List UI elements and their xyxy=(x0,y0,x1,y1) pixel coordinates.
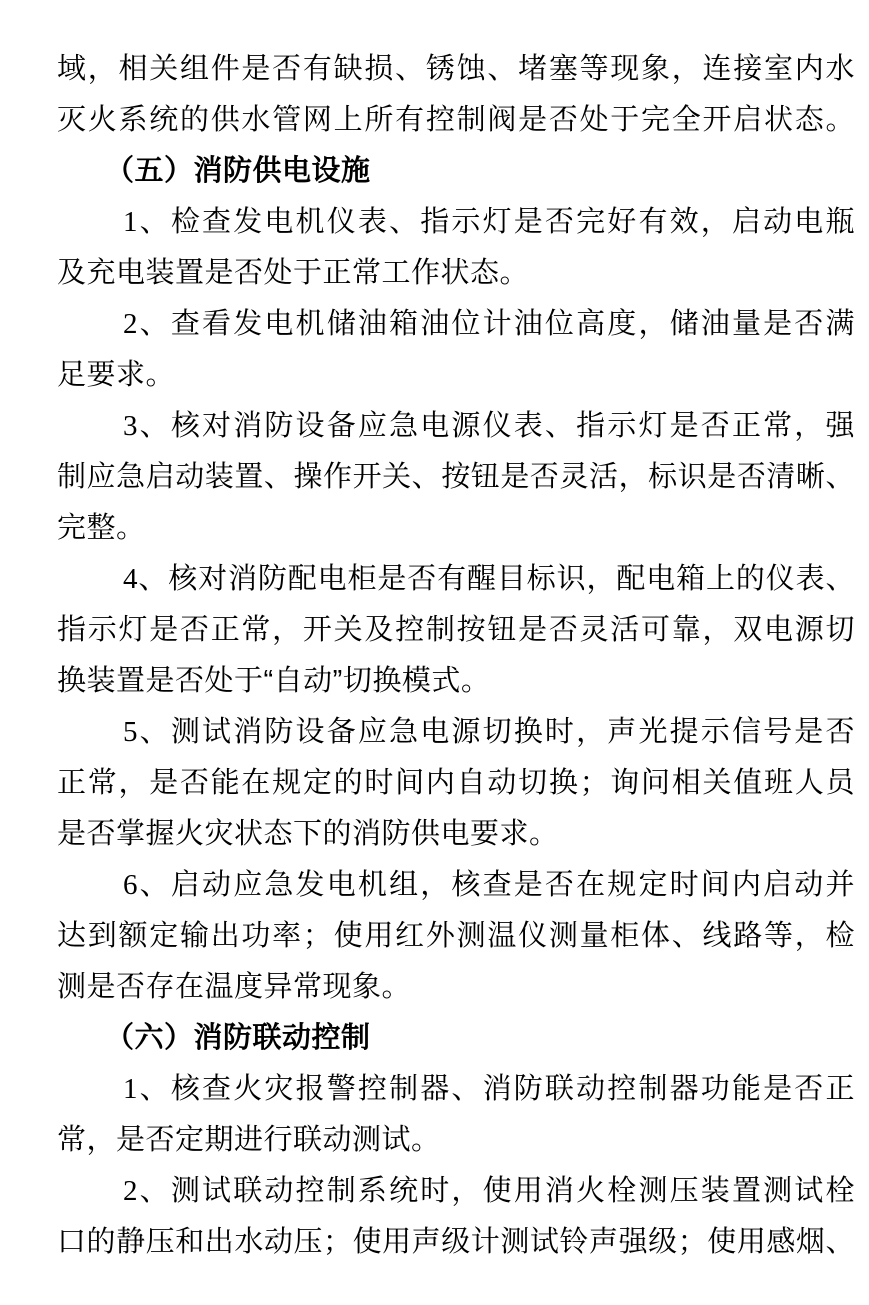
section-heading: （六）消防联动控制 xyxy=(105,1022,371,1054)
item-number: 1、 xyxy=(123,1073,171,1105)
list-item-line xyxy=(57,860,855,911)
line-text: 测试消防设备应急电源切换时，声光提示信号是否 xyxy=(170,716,855,748)
item-number: 3、 xyxy=(123,410,171,442)
text-line: 域，相关组件是否有缺损、锈蚀、堵塞等现象，连接室内水 xyxy=(57,53,855,85)
line-text: 查看发电机储油箱油位计油位高度，储油量是否满 xyxy=(170,308,855,340)
text-line: 达到额定输出功率；使用红外测温仪测量柜体、线路等，检 xyxy=(57,920,855,952)
text-line: 正常，是否能在规定的时间内自动切换；询问相关值班人员 xyxy=(57,767,855,799)
item-number: 1、 xyxy=(123,206,171,238)
list-item-line xyxy=(57,299,855,350)
item-number: 6、 xyxy=(123,869,171,901)
list-item-line xyxy=(57,1166,855,1217)
list-item-line xyxy=(57,401,855,452)
item-number: 2、 xyxy=(123,1175,171,1207)
text-line: 完整。 xyxy=(57,512,146,544)
list-item-line xyxy=(57,554,855,605)
text-line: 指示灯是否正常，开关及控制按钮是否灵活可靠，双电源切 xyxy=(57,614,855,646)
text-line: 换装置是否处于“自动”切换模式。 xyxy=(57,665,491,697)
item-number: 5、 xyxy=(123,716,171,748)
line-text: 启动应急发电机组，核查是否在规定时间内启动并 xyxy=(170,869,855,901)
line-text: 测试联动控制系统时，使用消火栓测压装置测试栓 xyxy=(170,1175,855,1207)
line-text: 核对消防设备应急电源仪表、指示灯是否正常，强 xyxy=(170,410,855,442)
text-line: 灭火系统的供水管网上所有控制阀是否处于完全开启状态。 xyxy=(57,104,855,136)
text-line: 及充电装置是否处于正常工作状态。 xyxy=(57,257,530,289)
list-item-line xyxy=(57,1064,855,1115)
section-heading: （五）消防供电设施 xyxy=(105,155,371,187)
item-number: 2、 xyxy=(123,308,171,340)
list-item-line xyxy=(57,707,855,758)
line-text: 核对消防配电柜是否有醒目标识，配电箱上的仪表、 xyxy=(168,563,855,595)
text-line: 足要求。 xyxy=(57,359,176,391)
line-text: 核查火灾报警控制器、消防联动控制器功能是否正 xyxy=(170,1073,855,1105)
text-line: 口的静压和出水动压；使用声级计测试铃声强级；使用感烟、 xyxy=(57,1226,855,1258)
text-line: 测是否存在温度异常现象。 xyxy=(57,971,412,1003)
line-text: 检查发电机仪表、指示灯是否完好有效，启动电瓶 xyxy=(170,206,855,238)
text-line: 常，是否定期进行联动测试。 xyxy=(57,1124,441,1156)
item-number: 4、 xyxy=(123,563,169,595)
list-item-line xyxy=(57,197,855,248)
text-line: 是否掌握火灾状态下的消防供电要求。 xyxy=(57,818,559,850)
text-line: 制应急启动装置、操作开关、按钮是否灵活，标识是否清晰、 xyxy=(57,461,855,493)
